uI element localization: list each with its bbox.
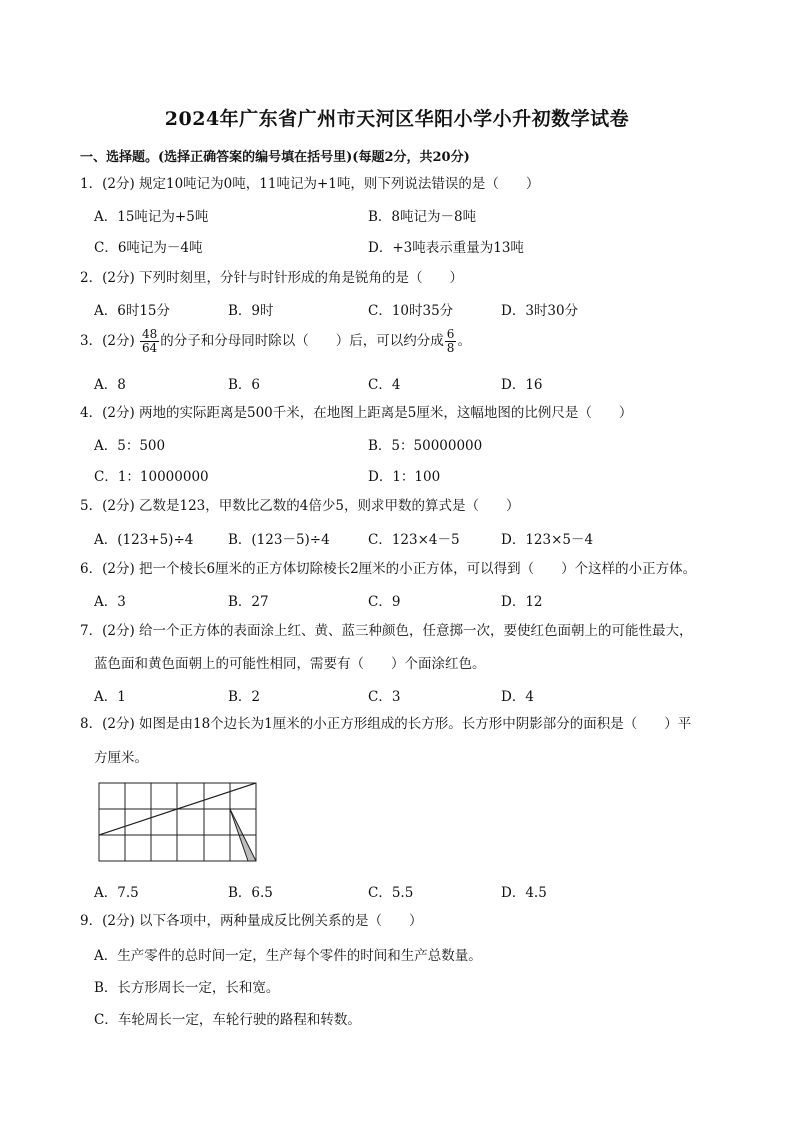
question-6-stem: 6．(2分) 把一个棱长6厘米的正方体切除棱长2厘米的小正方体，可以得到（ ）个这样的小正方体。 — [80, 561, 697, 577]
question-2-stem: 2．(2分) 下列时刻里，分针与时针形成的角是锐角的是（ ） — [80, 270, 464, 286]
q6-option-d: D．12 — [501, 594, 543, 610]
q3-fraction-2 — [445, 328, 457, 355]
q7-option-c: C．3 — [368, 689, 401, 705]
q3-end: 。 — [457, 333, 471, 349]
question-5-stem: 5．(2分) 乙数是123，甲数比乙数的4倍少5，则求甲数的算式是（ ） — [80, 498, 520, 514]
q5-option-a: A．(123+5)÷4 — [94, 532, 194, 548]
q3-fraction-2-numerator: 6 — [446, 327, 455, 341]
q6-option-b: B．27 — [228, 594, 269, 610]
question-7-stem: 7．(2分) 给一个正方体的表面涂上红、黄、蓝三种颜色，任意掷一次，要使红色面朝上的可能性最大， — [80, 623, 693, 639]
q1-option-b: B．8吨记为－8吨 — [368, 209, 477, 225]
question-7-stem-continued: 蓝色面和黄色面朝上的可能性相同，需要有（ ）个面涂红色。 — [94, 656, 486, 672]
q3-option-d: D．16 — [501, 377, 543, 393]
q3-middle-text: 的分子和分母同时除以（ ）后，可以约分成 — [160, 333, 444, 349]
q3-fraction-1 — [140, 328, 159, 355]
q6-option-a: A．3 — [94, 594, 126, 610]
grid-figure — [98, 782, 260, 864]
q4-option-b: B．5：50000000 — [368, 438, 483, 454]
q3-prefix: 3．(2分) — [80, 333, 135, 349]
q1-option-c: C．6吨记为－4吨 — [94, 240, 203, 256]
q1-option-a: A．15吨记为+5吨 — [94, 209, 209, 225]
q8-option-c: C．5.5 — [368, 885, 414, 901]
q5-option-b: B．(123－5)÷4 — [228, 532, 330, 548]
q3-option-a: A．8 — [94, 377, 126, 393]
question-8-stem: 8．(2分) 如图是由18个边长为1厘米的小正方形组成的长方形。长方形中阴影部分的面积是（ ）平 — [80, 716, 692, 732]
q7-option-a: A．1 — [94, 689, 126, 705]
q2-option-a: A．6时15分 — [94, 303, 171, 319]
q2-option-b: B．9时 — [228, 303, 274, 319]
q8-option-a: A．7.5 — [94, 885, 139, 901]
q2-option-d: D．3时30分 — [501, 303, 579, 319]
q9-option-b: B．长方形周长一定，长和宽。 — [94, 980, 280, 996]
q7-option-b: B．2 — [228, 689, 261, 705]
question-8-stem-continued: 方厘米。 — [94, 750, 148, 766]
q5-option-c: C．123×4－5 — [368, 532, 460, 548]
q8-option-d: D．4.5 — [501, 885, 547, 901]
q3-option-b: B．6 — [228, 377, 261, 393]
question-4-stem: 4．(2分) 两地的实际距离是500千米，在地图上距离是5厘米，这幅地图的比例尺是（ ） — [80, 405, 633, 421]
q9-option-c: C．车轮周长一定，车轮行驶的路程和转数。 — [94, 1012, 361, 1028]
q5-option-d: D．123×5－4 — [501, 532, 594, 548]
q6-option-c: C．9 — [368, 594, 401, 610]
q7-option-d: D．4 — [501, 689, 534, 705]
q4-option-d: D．1：100 — [368, 469, 441, 485]
q4-option-c: C．1：10000000 — [94, 469, 209, 485]
q3-fraction-2-denominator: 8 — [446, 341, 455, 355]
question-9-stem: 9．(2分) 以下各项中，两种量成反比例关系的是（ ） — [80, 913, 423, 929]
q3-fraction-1-denominator: 64 — [142, 341, 158, 355]
q4-option-a: A．5：500 — [94, 438, 166, 454]
section-heading: 一、选择题。(选择正确答案的编号填在括号里)(每题2分，共20分) — [80, 150, 470, 165]
exam-title: 2024年广东省广州市天河区华阳小学小升初数学试卷 — [164, 108, 630, 130]
q3-fraction-1-numerator: 48 — [142, 327, 158, 341]
q8-option-b: B．6.5 — [228, 885, 273, 901]
q2-option-c: C．10时35分 — [368, 303, 454, 319]
q3-option-c: C．4 — [368, 377, 401, 393]
q9-option-a: A．生产零件的总时间一定，生产每个零件的时间和生产总数量。 — [94, 948, 482, 964]
grid-lines — [99, 783, 256, 861]
question-1-stem: 1．(2分) 规定10吨记为0吨，11吨记为+1吨，则下列说法错误的是（ ） — [80, 176, 540, 192]
question-3-stem — [80, 328, 471, 355]
q1-option-d: D．+3吨表示重量为13吨 — [368, 240, 524, 256]
